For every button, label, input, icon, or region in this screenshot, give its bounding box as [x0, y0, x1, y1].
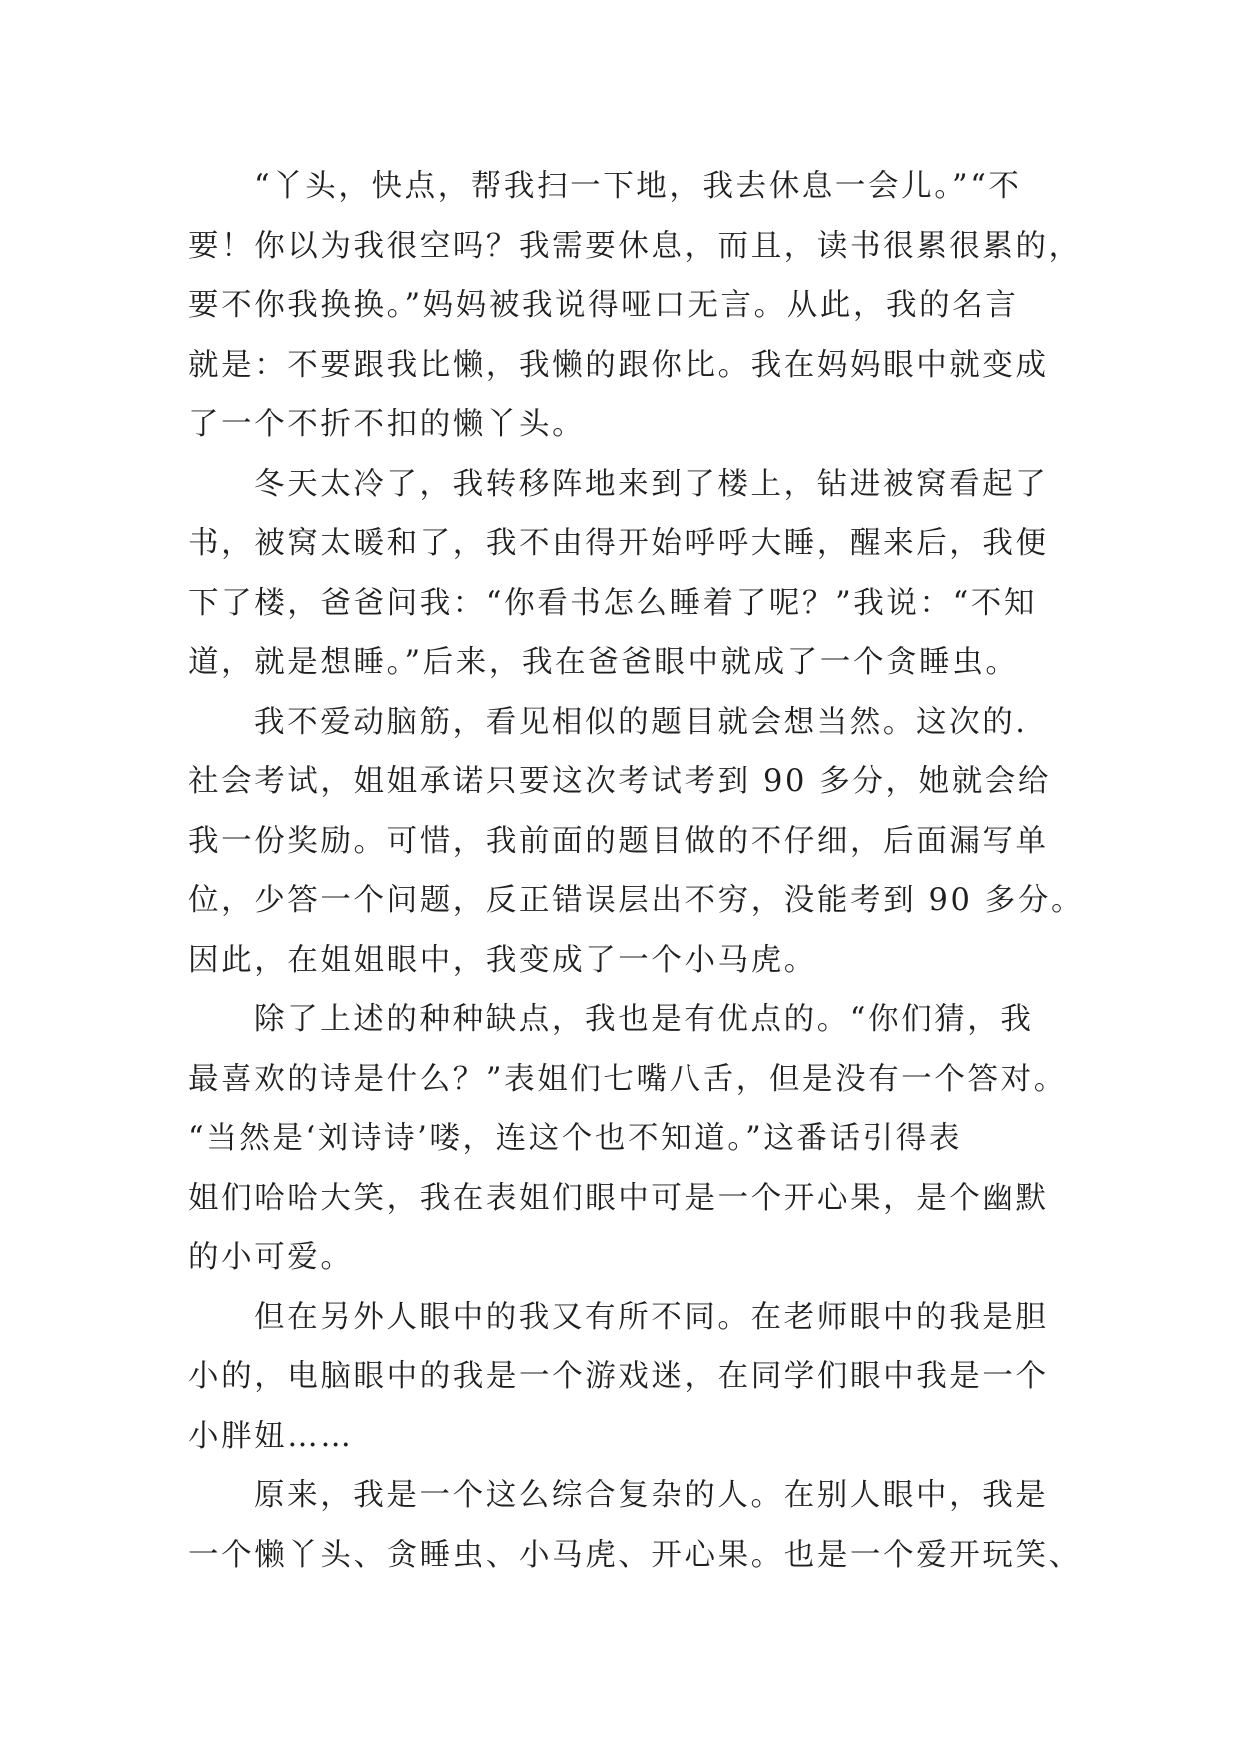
text-line: 最喜欢的诗是什么？”表姐们七嘴八舌，但是没有一个答对。: [188, 1061, 1067, 1097]
text-line: 原来，我是一个这么综合复杂的人。在别人眼中，我是: [254, 1478, 1049, 1513]
text-line: 我不爱动脑筋，看见相似的题目就会想当然。这次的.: [254, 704, 1028, 740]
text-line: 除了上述的种种缺点，我也是有优点的。“你们猜，我: [254, 1002, 1034, 1037]
text-line: 小的，电脑眼中的我是一个游戏迷，在同学们眼中我是一个: [188, 1359, 1049, 1394]
text-line: 了一个不折不扣的懒丫头。: [188, 407, 586, 442]
text-line: 姐们哈哈大笑，我在表姐们眼中可是一个开心果，是个幽默: [188, 1180, 1049, 1216]
text-line: 社会考试，姐姐承诺只要这次考试考到 90 多分，她就会给: [188, 764, 1051, 799]
text-line: 冬天太冷了，我转移阵地来到了楼上，钻进被窝看起了: [254, 466, 1049, 502]
text-line: 道，就是想睡。”后来，我在爸爸眼中就成了一个贪睡虫。: [188, 645, 1019, 680]
text-line: “丫头，快点，帮我扫一下地，我去休息一会儿。”“不: [254, 169, 1022, 204]
text-line: 位，少答一个问题，反正错误层出不穷，没能考到 90 多分。: [188, 883, 1085, 918]
text-line: 要不你我换换。”妈妈被我说得哑口无言。从此，我的名言: [188, 288, 1019, 323]
text-line: 下了楼，爸爸问我：“你看书怎么睡着了呢？”我说：“不知: [188, 585, 1037, 621]
text-line: 一个懒丫头、贪睡虫、小马虎、开心果。也是一个爱开玩笑、: [188, 1537, 1082, 1573]
text-line: 但在另外人眼中的我又有所不同。在老师眼中的我是胆: [254, 1299, 1049, 1335]
text-line: 就是：不要跟我比懒，我懒的跟你比。我在妈妈眼中就变成: [188, 347, 1049, 383]
text-line: 我一份奖励。可惜，我前面的题目做的不仔细，后面漏写单: [188, 823, 1049, 859]
text-line: 小胖妞……: [188, 1418, 354, 1454]
essay-body: [188, 157, 1085, 1585]
text-line: 书，被窝太暖和了，我不由得开始呼呼大睡，醒来后，我便: [188, 526, 1049, 561]
text-line: 要！你以为我很空吗？我需要休息，而且，读书很累很累的，: [188, 228, 1082, 264]
text-line: “当然是‘刘诗诗’喽，连这个也不知道。”这番话引得表: [188, 1121, 962, 1156]
text-line: 的小可爱。: [188, 1240, 354, 1275]
text-line: 因此，在姐姐眼中，我变成了一个小马虎。: [188, 942, 817, 978]
